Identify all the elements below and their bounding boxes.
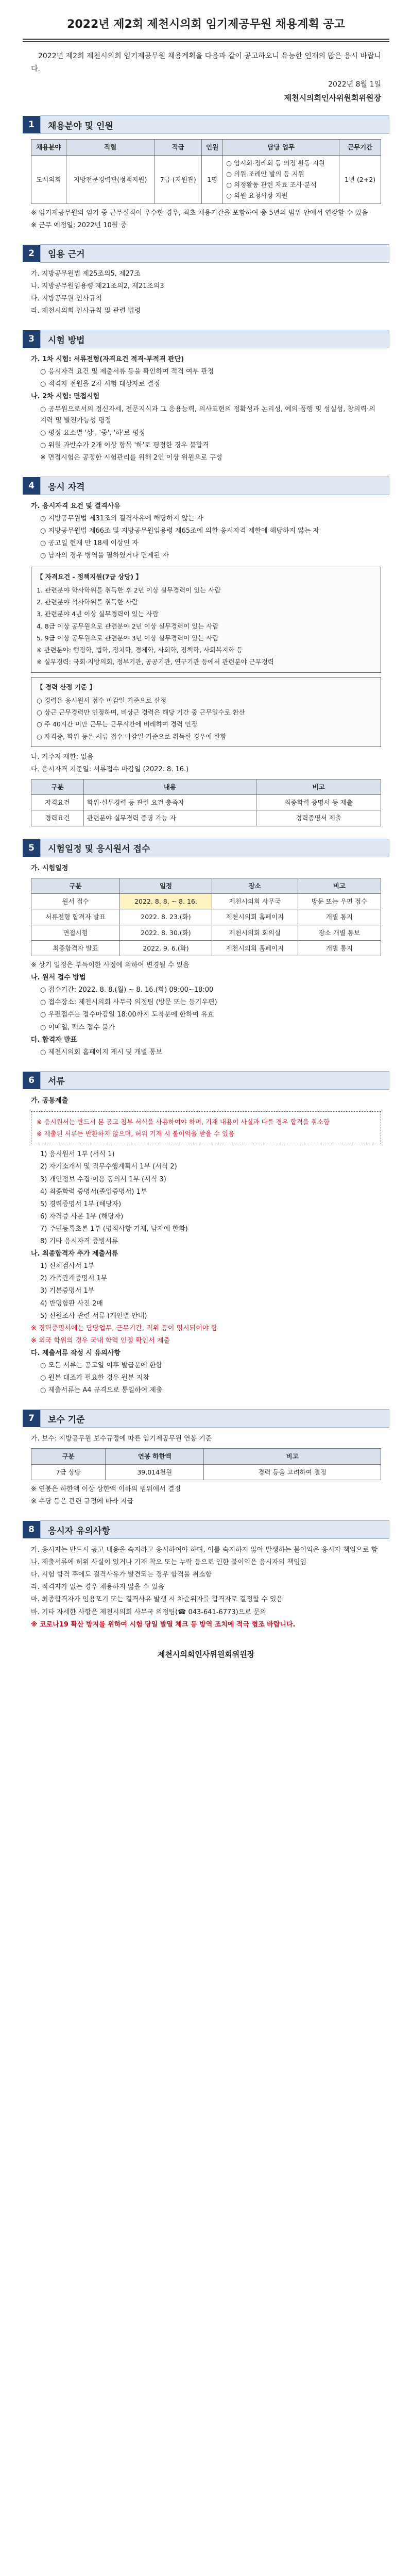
duty-item: ○ 임시회·정례회 등 의정 활동 지원 [226, 159, 325, 167]
list-item: ○ 적격자 전원을 2차 시험 대상자로 결정 [40, 380, 160, 388]
section-3-content [31, 353, 381, 464]
table-cell: 1년 (2+2) [339, 155, 381, 204]
list-item: 8) 기타 응시자격 증빙서류 [40, 1238, 118, 1246]
section-number: 1 [23, 116, 40, 133]
list-item: 나. 제출서류에 허위 사실이 있거나 기재 착오 또는 누락 등으로 인한 불이익은 응시자의 책임임 [31, 1558, 307, 1567]
table-header: 담당 업무 [223, 140, 339, 155]
table-cell: 제천시의회 홈페이지 [212, 909, 298, 925]
list-item: 다. 제출서류 작성 시 유의사항 [31, 1349, 121, 1357]
list-item: 6) 자격증 사본 1부 (해당자) [40, 1212, 124, 1221]
section-title: 응시 자격 [40, 477, 389, 495]
section-header-3 [23, 330, 389, 348]
list-item: 4) 반명함판 사진 2매 [40, 1299, 103, 1308]
section-5-content [31, 862, 381, 1059]
table-cell: 제천시의회 사무국 [212, 894, 298, 909]
table-cell: 경력증명서 제출 [256, 810, 381, 826]
section-header-7 [23, 1409, 389, 1428]
section-header-5 [23, 839, 389, 857]
table-header: 구분 [31, 1449, 106, 1464]
list-item: ○ 응시자격 요건 및 제출서류 등을 확인하여 적격 여부 판정 [40, 368, 214, 376]
table-cell: 2022. 8. 23.(화) [120, 909, 212, 925]
box-title: 【 자격요건 - 정책지원(7급 상당) 】 [37, 572, 142, 581]
box-line: ○ 자격증, 학위 등은 서류 접수 마감일 기준으로 취득한 경우에 한함 [37, 732, 227, 740]
table-cell: 2022. 9. 6.(화) [120, 940, 212, 956]
table-cell: 자격요건 [31, 795, 84, 810]
list-item: 가. 1차 시험: 서류전형(자격요건 적격·부적격 판단) [31, 355, 184, 364]
table-header: 직렬 [66, 140, 154, 155]
qualification-box [31, 567, 381, 673]
list-item: 다. 지방공무원 인사규칙 [31, 295, 102, 302]
table-header: 구분 [31, 878, 120, 893]
table-cell: 경력 등을 고려하여 결정 [204, 1464, 381, 1480]
list-item: 나. 원서 접수 방법 [31, 974, 86, 982]
qualification-table [31, 779, 381, 826]
list-item: ○ 위원 과반수가 2개 이상 항목 '하'로 평정한 경우 불합격 [40, 441, 209, 449]
section-8-content [31, 1544, 381, 1631]
section-number: 7 [23, 1410, 40, 1427]
title-divider [23, 39, 389, 42]
table-cell: 최종학력 증명서 등 제출 [256, 795, 381, 810]
table-row [31, 925, 381, 940]
table-cell: 개별 통지 [298, 909, 381, 925]
list-item: 가. 보수: 지방공무원 보수규정에 따른 임기제공무원 연봉 기준 [31, 1435, 212, 1443]
table-row [31, 909, 381, 925]
subsection-title: 가. 시험일정 [31, 864, 68, 872]
list-item: ○ 남자의 경우 병역을 필하였거나 면제된 자 [40, 552, 169, 560]
section-header-1 [23, 115, 389, 134]
section-title: 시험일정 및 응시원서 접수 [40, 839, 389, 857]
table-cell: 경력요건 [31, 810, 84, 826]
list-item: 가. 응시자는 반드시 공고 내용을 숙지하고 응시하여야 하며, 이를 숙지하지 않아 발생하는 불이익은 응시자 책임으로 함 [31, 1546, 378, 1554]
table-cell: 지방전문경력관(정책지원) [66, 155, 154, 204]
list-item: 라. 제천시의회 인사규칙 및 관련 법령 [31, 307, 141, 315]
section-number: 2 [23, 245, 40, 262]
list-item: ○ 평정 요소별 '상', '중', '하'로 평정 [40, 429, 145, 437]
list-item: 나. 지방공무원임용령 제21조의2, 제21조의3 [31, 282, 164, 290]
section-title: 채용분야 및 인원 [40, 115, 389, 134]
table-cell: 2022. 8. 30.(화) [120, 925, 212, 940]
duty-item: ○ 의원 요청사항 지원 [226, 192, 288, 200]
list-item: ○ 우편접수는 접수마감일 18:00까지 도착분에 한하여 유효 [40, 1011, 214, 1019]
schedule-table [31, 878, 381, 956]
table-row [31, 1464, 381, 1480]
table-row [31, 795, 381, 810]
table-header: 비고 [204, 1449, 381, 1464]
list-item: ○ 원본 대조가 필요한 경우 원본 지참 [40, 1374, 149, 1382]
table-cell: 원서 접수 [31, 894, 120, 909]
list-item: 나. 2차 시험: 면접시험 [31, 393, 100, 401]
section-number: 8 [23, 1521, 40, 1538]
section-number: 6 [23, 1072, 40, 1089]
section-header-8 [23, 1520, 389, 1539]
highlight-notice: ※ 코로나19 확산 방지를 위하여 시험 당일 발열 체크 등 방역 조치에 적극 협조 바랍니다. [31, 1620, 296, 1629]
box-line: 2. 관련분야 석사학위를 취득한 사람 [37, 598, 138, 606]
list-item: 1) 신체검사서 1부 [40, 1262, 95, 1270]
note-text: ※ 연봉은 하한액 이상 상한액 이하의 범위에서 결정 [31, 1485, 181, 1493]
table-header: 연봉 하한액 [106, 1449, 204, 1464]
list-item: ○ 지방공무원법 제66조 및 지방공무원임용령 제65조에 의한 응시자격 제한에 해당하지 않는 자 [40, 527, 319, 535]
section-2-content [31, 268, 381, 317]
list-item: 다. 합격자 발표 [31, 1036, 77, 1044]
list-item: 바. 기타 자세한 사항은 제천시의회 사무국 의정팀(☎ 043-641-6773)으로 문의 [31, 1608, 267, 1616]
list-item: ○ 제출서류는 A4 규격으로 통일하여 제출 [40, 1386, 163, 1395]
table-cell: 7급 (지원관) [154, 155, 202, 204]
warning-box [31, 1111, 381, 1145]
list-item: 5) 신원조사 관련 서류 (개인별 안내) [40, 1312, 147, 1320]
duty-item: ○ 의정활동 관련 자료 조사·분석 [226, 181, 317, 189]
table-header: 비고 [256, 779, 381, 794]
table-cell: 제천시의회 홈페이지 [212, 940, 298, 956]
table-cell: 학위·실무경력 등 관련 요건 충족자 [83, 795, 256, 810]
list-item: 2) 자기소개서 및 직무수행계획서 1부 (서식 2) [40, 1163, 177, 1171]
list-item: 나. 거주지 제한: 없음 [31, 753, 94, 761]
list-item: 다. 시험 합격 후에도 결격사유가 발견되는 경우 합격을 취소함 [31, 1571, 212, 1579]
section-number: 3 [23, 330, 40, 348]
section-1-content [31, 139, 381, 231]
subsection-title: 가. 공통제출 [31, 1096, 68, 1105]
list-item: ○ 접수기간: 2022. 8. 8.(월) ~ 8. 16.(화) 09:00~18:00 [40, 986, 214, 994]
table-cell: 서류전형 합격자 발표 [31, 909, 120, 925]
section-title: 임용 근거 [40, 244, 389, 263]
issuing-organization: 제천시의회인사위원회위원장 [284, 93, 381, 103]
warning-text: ※ 제출된 서류는 반환하지 않으며, 허위 기재 시 불이익을 받을 수 있음 [37, 1130, 235, 1138]
section-title: 보수 기준 [40, 1409, 389, 1428]
table-header: 인원 [202, 140, 223, 155]
table-cell: 장소 개별 통보 [298, 925, 381, 940]
list-item: 가. 응시자격 요건 및 결격사유 [31, 502, 121, 511]
section-title: 시험 방법 [40, 330, 389, 348]
table-header: 일정 [120, 878, 212, 893]
table-cell: 제천시의회 회의실 [212, 925, 298, 940]
recruitment-table [31, 139, 381, 204]
list-item: 다. 응시자격 기준일: 서류접수 마감일 (2022. 8. 16.) [31, 765, 189, 773]
table-row [31, 810, 381, 826]
box-line: ○ 주 40시간 미만 근무는 근무시간에 비례하여 경력 인정 [37, 720, 198, 728]
section-header-4 [23, 477, 389, 495]
box-line: ○ 상근 근무경력만 인정하며, 비상근 경력은 해당 기간 중 근무일수로 환산 [37, 708, 245, 716]
box-line: 1. 관련분야 학사학위를 취득한 후 2년 이상 실무경력이 있는 사람 [37, 586, 221, 594]
section-title: 서류 [40, 1071, 389, 1090]
table-row [31, 894, 381, 909]
table-cell: 개별 통지 [298, 940, 381, 956]
table-header: 비고 [298, 878, 381, 893]
table-cell: 39,014천원 [106, 1464, 204, 1480]
list-item: ○ 공무원으로서의 정신자세, 전문지식과 그 응용능력, 의사표현의 정확성과 논리성, 예의·품행 및 성실성, 창의력·의지력 및 발전가능성 평정 [40, 405, 375, 425]
box-line: 3. 관련분야 4년 이상 실무경력이 있는 사람 [37, 610, 159, 618]
document-title: 2022년 제2회 제천시의회 임기제공무원 채용계획 공고 [67, 18, 345, 31]
warning-text: ※ 외국 학위의 경우 국내 학력 인정 확인서 제출 [31, 1336, 170, 1345]
list-item: 2) 가족관계증명서 1부 [40, 1275, 108, 1283]
box-line: ※ 관련분야: 행정학, 법학, 정치학, 경제학, 사회학, 정책학, 사회복지학 등 [37, 646, 243, 654]
announcement-date: 2022년 8월 1일 [328, 80, 381, 89]
box-title: 【 경력 산정 기준 】 [37, 683, 96, 691]
table-cell: 면접시험 [31, 925, 120, 940]
list-item: 나. 최종합격자 추가 제출서류 [31, 1250, 118, 1258]
duties-cell [223, 155, 339, 204]
list-item: ※ 상기 일정은 부득이한 사정에 의하여 변경될 수 있음 [31, 961, 190, 970]
table-cell: 최종합격자 발표 [31, 940, 120, 956]
list-item: ○ 지방공무원법 제31조의 결격사유에 해당하지 않는 자 [40, 515, 203, 523]
section-4-content [31, 500, 381, 826]
note-text: ※ 수당 등은 관련 규정에 따라 지급 [31, 1497, 133, 1505]
career-criteria-box [31, 677, 381, 747]
table-cell: 1명 [202, 155, 223, 204]
note-text: ※ 근무 예정일: 2022년 10월 중 [31, 221, 127, 229]
list-item: ○ 모든 서류는 공고일 이후 발급분에 한함 [40, 1361, 163, 1369]
footer-organization: 제천시의회인사위원회위원장 [157, 1649, 255, 1659]
list-item: 1) 응시원서 1부 (서식 1) [40, 1150, 115, 1159]
box-line: ※ 실무경력: 국회·지방의회, 정부기관, 공공기관, 연구기관 등에서 관련분야 근무경력 [37, 658, 274, 666]
list-item: ○ 제천시의회 홈페이지 게시 및 개별 통보 [40, 1048, 163, 1056]
warning-text: ※ 경력증명서에는 담당업무, 근무기간, 직위 등이 명시되어야 함 [31, 1324, 218, 1332]
list-item: ○ 접수장소: 제천시의회 사무국 의정팀 (방문 또는 등기우편) [40, 998, 217, 1007]
table-row [31, 155, 381, 204]
salary-table [31, 1448, 381, 1480]
section-header-2 [23, 244, 389, 263]
table-cell: 도시의회 [31, 155, 66, 204]
table-header: 장소 [212, 878, 298, 893]
table-row [31, 940, 381, 956]
box-line: 4. 8급 이상 공무원으로 관련분야 2년 이상 실무경력이 있는 사람 [37, 622, 219, 630]
table-cell: 방문 또는 우편 접수 [298, 894, 381, 909]
table-header: 구분 [31, 779, 84, 794]
box-line: 5. 9급 이상 공무원으로 관련분야 3년 이상 실무경력이 있는 사람 [37, 634, 219, 642]
section-header-6 [23, 1071, 389, 1090]
section-6-content [31, 1095, 381, 1397]
list-item: 가. 지방공무원법 제25조의5, 제27조 [31, 269, 141, 278]
duty-item: ○ 의원 조례안 발의 등 지원 [226, 170, 304, 178]
table-cell: 7급 상당 [31, 1464, 106, 1480]
section-number: 4 [23, 477, 40, 495]
list-item: 라. 적격자가 없는 경우 채용하지 않을 수 있음 [31, 1583, 165, 1591]
table-header: 내용 [83, 779, 256, 794]
list-item: 마. 최종합격자가 임용포기 또는 결격사유 발생 시 차순위자를 합격자로 결정할 수 있음 [31, 1596, 283, 1604]
section-7-content [31, 1433, 381, 1508]
list-item: 3) 기본증명서 1부 [40, 1287, 95, 1295]
section-title: 응시자 유의사항 [40, 1520, 389, 1539]
box-line: ○ 경력은 응시원서 접수 마감일 기준으로 산정 [37, 696, 167, 704]
section-number: 5 [23, 839, 40, 857]
intro-paragraph: 2022년 제2회 제천시의회 임기제공무원 채용계획을 다음과 같이 공고하오니 유능한 인재의 많은 응시 바랍니다. [31, 52, 381, 74]
list-item: 7) 주민등록초본 1부 (병적사항 기재, 남자에 한함) [40, 1225, 188, 1233]
list-item: 5) 경력증명서 1부 (해당자) [40, 1200, 122, 1208]
table-cell: 2022. 8. 8. ~ 8. 16. [120, 894, 212, 909]
list-item: ○ 공고일 현재 만 18세 이상인 자 [40, 539, 139, 548]
table-header: 채용분야 [31, 140, 66, 155]
table-header: 근무기간 [339, 140, 381, 155]
list-item: ※ 면접시험은 공정한 시험관리를 위해 2인 이상 위원으로 구성 [40, 453, 222, 462]
list-item: 3) 개인정보 수집·이용 동의서 1부 (서식 3) [40, 1175, 166, 1183]
warning-text: ※ 응시원서는 반드시 본 공고 첨부 서식을 사용하여야 하며, 기재 내용이 사실과 다를 경우 합격을 취소함 [37, 1117, 330, 1126]
table-header: 직급 [154, 140, 202, 155]
table-cell: 관련분야 실무경력 증명 가능 자 [83, 810, 256, 826]
list-item: ○ 이메일, 팩스 접수 불가 [40, 1023, 115, 1031]
note-text: ※ 임기제공무원의 임기 중 근무실적이 우수한 경우, 최초 채용기간을 포함하여 총 5년의 범위 안에서 연장할 수 있음 [31, 209, 368, 217]
list-item: 4) 최종학력 증명서(졸업증명서) 1부 [40, 1188, 147, 1196]
